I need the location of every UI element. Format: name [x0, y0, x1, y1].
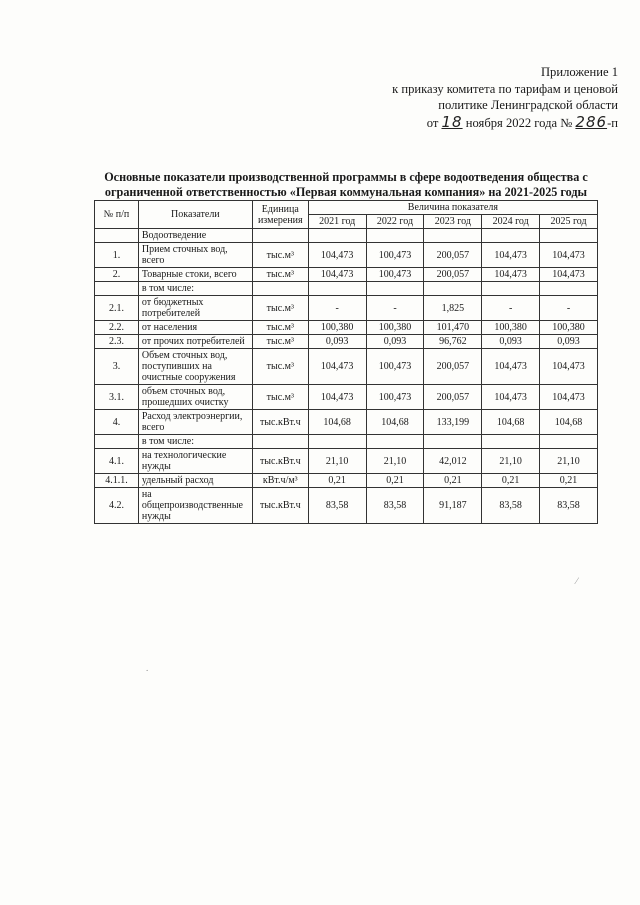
row-value	[540, 282, 598, 296]
row-value: 133,199	[424, 410, 482, 435]
row-value: 0,21	[366, 474, 424, 488]
row-num	[95, 229, 139, 243]
handwritten-day: 18	[441, 112, 463, 131]
row-value: 200,057	[424, 268, 482, 282]
date-middle: ноября 2022 года №	[465, 115, 573, 130]
row-value	[308, 229, 366, 243]
row-value: 21,10	[308, 449, 366, 474]
row-label: в том числе:	[138, 282, 252, 296]
row-value: 104,473	[308, 349, 366, 385]
row-unit: тыс.м³	[252, 321, 308, 335]
row-unit: тыс.кВт.ч	[252, 488, 308, 524]
row-value	[482, 435, 540, 449]
row-value: 100,380	[366, 321, 424, 335]
row-num: 1.	[95, 243, 139, 268]
row-label: Прием сточных вод, всего	[138, 243, 252, 268]
row-value: 100,473	[366, 268, 424, 282]
row-value: -	[540, 296, 598, 321]
row-label: в том числе:	[138, 435, 252, 449]
table-row	[95, 410, 598, 435]
row-unit: тыс.м³	[252, 385, 308, 410]
row-value: 104,68	[308, 410, 366, 435]
row-unit	[252, 229, 308, 243]
row-value: 0,093	[308, 335, 366, 349]
row-value: -	[366, 296, 424, 321]
table-body	[95, 229, 598, 524]
header-value-group: Величина показателя	[308, 201, 597, 215]
row-num: 4.1.	[95, 449, 139, 474]
table-row	[95, 349, 598, 385]
row-unit: кВт.ч/м³	[252, 474, 308, 488]
row-value: 104,473	[482, 349, 540, 385]
row-value: 104,68	[482, 410, 540, 435]
row-num: 4.2.	[95, 488, 139, 524]
row-value: 100,473	[366, 243, 424, 268]
row-value: 21,10	[366, 449, 424, 474]
row-unit	[252, 435, 308, 449]
row-unit: тыс.кВт.ч	[252, 449, 308, 474]
row-num: 4.1.1.	[95, 474, 139, 488]
row-value	[424, 229, 482, 243]
row-label: объем сточных вод, прошедших очистку	[138, 385, 252, 410]
row-value: 0,21	[482, 474, 540, 488]
row-value: 200,057	[424, 349, 482, 385]
row-value: 91,187	[424, 488, 482, 524]
row-value: 104,473	[540, 268, 598, 282]
row-value: 83,58	[482, 488, 540, 524]
table-row	[95, 268, 598, 282]
row-label: удельный расход	[138, 474, 252, 488]
row-label: от населения	[138, 321, 252, 335]
row-label: на технологические нужды	[138, 449, 252, 474]
row-unit: тыс.м³	[252, 296, 308, 321]
header-year: 2023 год	[424, 215, 482, 229]
row-value: 100,473	[366, 385, 424, 410]
row-value	[424, 435, 482, 449]
row-value: 101,470	[424, 321, 482, 335]
row-value: 100,380	[540, 321, 598, 335]
row-num	[95, 282, 139, 296]
row-value: 83,58	[308, 488, 366, 524]
table-row	[95, 282, 598, 296]
table-row	[95, 474, 598, 488]
row-value: 104,473	[540, 385, 598, 410]
row-value: 0,093	[540, 335, 598, 349]
table-row	[95, 243, 598, 268]
production-program-table	[94, 200, 598, 524]
header-indicator: Показатели	[138, 201, 252, 229]
row-value: 200,057	[424, 243, 482, 268]
row-value: 83,58	[540, 488, 598, 524]
row-unit: тыс.кВт.ч	[252, 410, 308, 435]
row-value	[366, 282, 424, 296]
row-value: 104,473	[482, 243, 540, 268]
row-value	[540, 435, 598, 449]
appendix-authority-line: политике Ленинградской области	[438, 98, 618, 112]
row-value	[308, 435, 366, 449]
row-unit: тыс.м³	[252, 335, 308, 349]
row-value: 0,21	[308, 474, 366, 488]
header-row-1	[95, 201, 598, 215]
document-title	[94, 170, 598, 200]
row-value: 100,380	[308, 321, 366, 335]
row-value: 104,473	[482, 385, 540, 410]
appendix-block	[318, 64, 618, 131]
table-row	[95, 488, 598, 524]
row-value: 1,825	[424, 296, 482, 321]
row-value: 104,68	[540, 410, 598, 435]
date-prefix: от	[426, 115, 439, 130]
row-value: 104,473	[308, 385, 366, 410]
header-num: № п/п	[95, 201, 139, 229]
table-row	[95, 449, 598, 474]
row-value: 0,21	[540, 474, 598, 488]
header-year: 2022 год	[366, 215, 424, 229]
row-num: 4.	[95, 410, 139, 435]
header-year: 2024 год	[482, 215, 540, 229]
row-unit	[252, 282, 308, 296]
row-value: 104,473	[482, 268, 540, 282]
row-value	[308, 282, 366, 296]
handwritten-order-number: 286	[575, 112, 608, 131]
table-row	[95, 296, 598, 321]
row-num: 3.	[95, 349, 139, 385]
header-unit: Единица измерения	[252, 201, 308, 229]
row-value: 100,473	[366, 349, 424, 385]
appendix-order-line: к приказу комитета по тарифам и ценовой	[392, 81, 618, 96]
row-num	[95, 435, 139, 449]
row-num: 2.2.	[95, 321, 139, 335]
row-num: 2.	[95, 268, 139, 282]
order-suffix: -п	[607, 115, 618, 130]
row-unit: тыс.м³	[252, 243, 308, 268]
row-value: 104,68	[366, 410, 424, 435]
row-value: 21,10	[540, 449, 598, 474]
row-value	[366, 229, 424, 243]
row-value	[540, 229, 598, 243]
table-row	[95, 229, 598, 243]
row-label: Объем сточных вод, поступивших на очистные сооружения	[138, 349, 252, 385]
row-value: 0,093	[366, 335, 424, 349]
header-year: 2021 год	[308, 215, 366, 229]
scan-dot: .	[146, 663, 149, 673]
row-unit: тыс.м³	[252, 268, 308, 282]
scan-dash: ⁄	[576, 576, 578, 586]
row-value: 104,473	[540, 243, 598, 268]
table-row	[95, 385, 598, 410]
row-label: от прочих потребителей	[138, 335, 252, 349]
appendix-title: Приложение 1	[540, 65, 618, 79]
table-row	[95, 335, 598, 349]
row-value	[424, 282, 482, 296]
row-label: на общепроизводственные нужды	[138, 488, 252, 524]
row-value: 83,58	[366, 488, 424, 524]
row-value: 96,762	[424, 335, 482, 349]
row-label: Товарные стоки, всего	[138, 268, 252, 282]
row-value	[366, 435, 424, 449]
row-value: 0,21	[424, 474, 482, 488]
row-value	[482, 229, 540, 243]
row-label: Расход электроэнергии, всего	[138, 410, 252, 435]
row-value: 0,093	[482, 335, 540, 349]
row-value: 104,473	[308, 268, 366, 282]
title-line-2: ограниченной ответственностью «Первая коммунальная компания» на 2021-2025 годы	[104, 185, 588, 199]
table-row	[95, 435, 598, 449]
row-num: 2.1.	[95, 296, 139, 321]
row-value: 21,10	[482, 449, 540, 474]
row-value: 100,380	[482, 321, 540, 335]
appendix-date-line	[318, 114, 618, 132]
row-value: 200,057	[424, 385, 482, 410]
header-year: 2025 год	[540, 215, 598, 229]
row-num: 3.1.	[95, 385, 139, 410]
row-value: -	[482, 296, 540, 321]
row-value: -	[308, 296, 366, 321]
row-num: 2.3.	[95, 335, 139, 349]
row-value	[482, 282, 540, 296]
row-value: 104,473	[540, 349, 598, 385]
row-label: от бюджетных потребителей	[138, 296, 252, 321]
table-row	[95, 321, 598, 335]
row-label: Водоотведение	[138, 229, 252, 243]
row-unit: тыс.м³	[252, 349, 308, 385]
title-line-1: Основные показатели производственной программы в сфере водоотведения общества с	[104, 170, 588, 184]
row-value: 42,012	[424, 449, 482, 474]
row-value: 104,473	[308, 243, 366, 268]
